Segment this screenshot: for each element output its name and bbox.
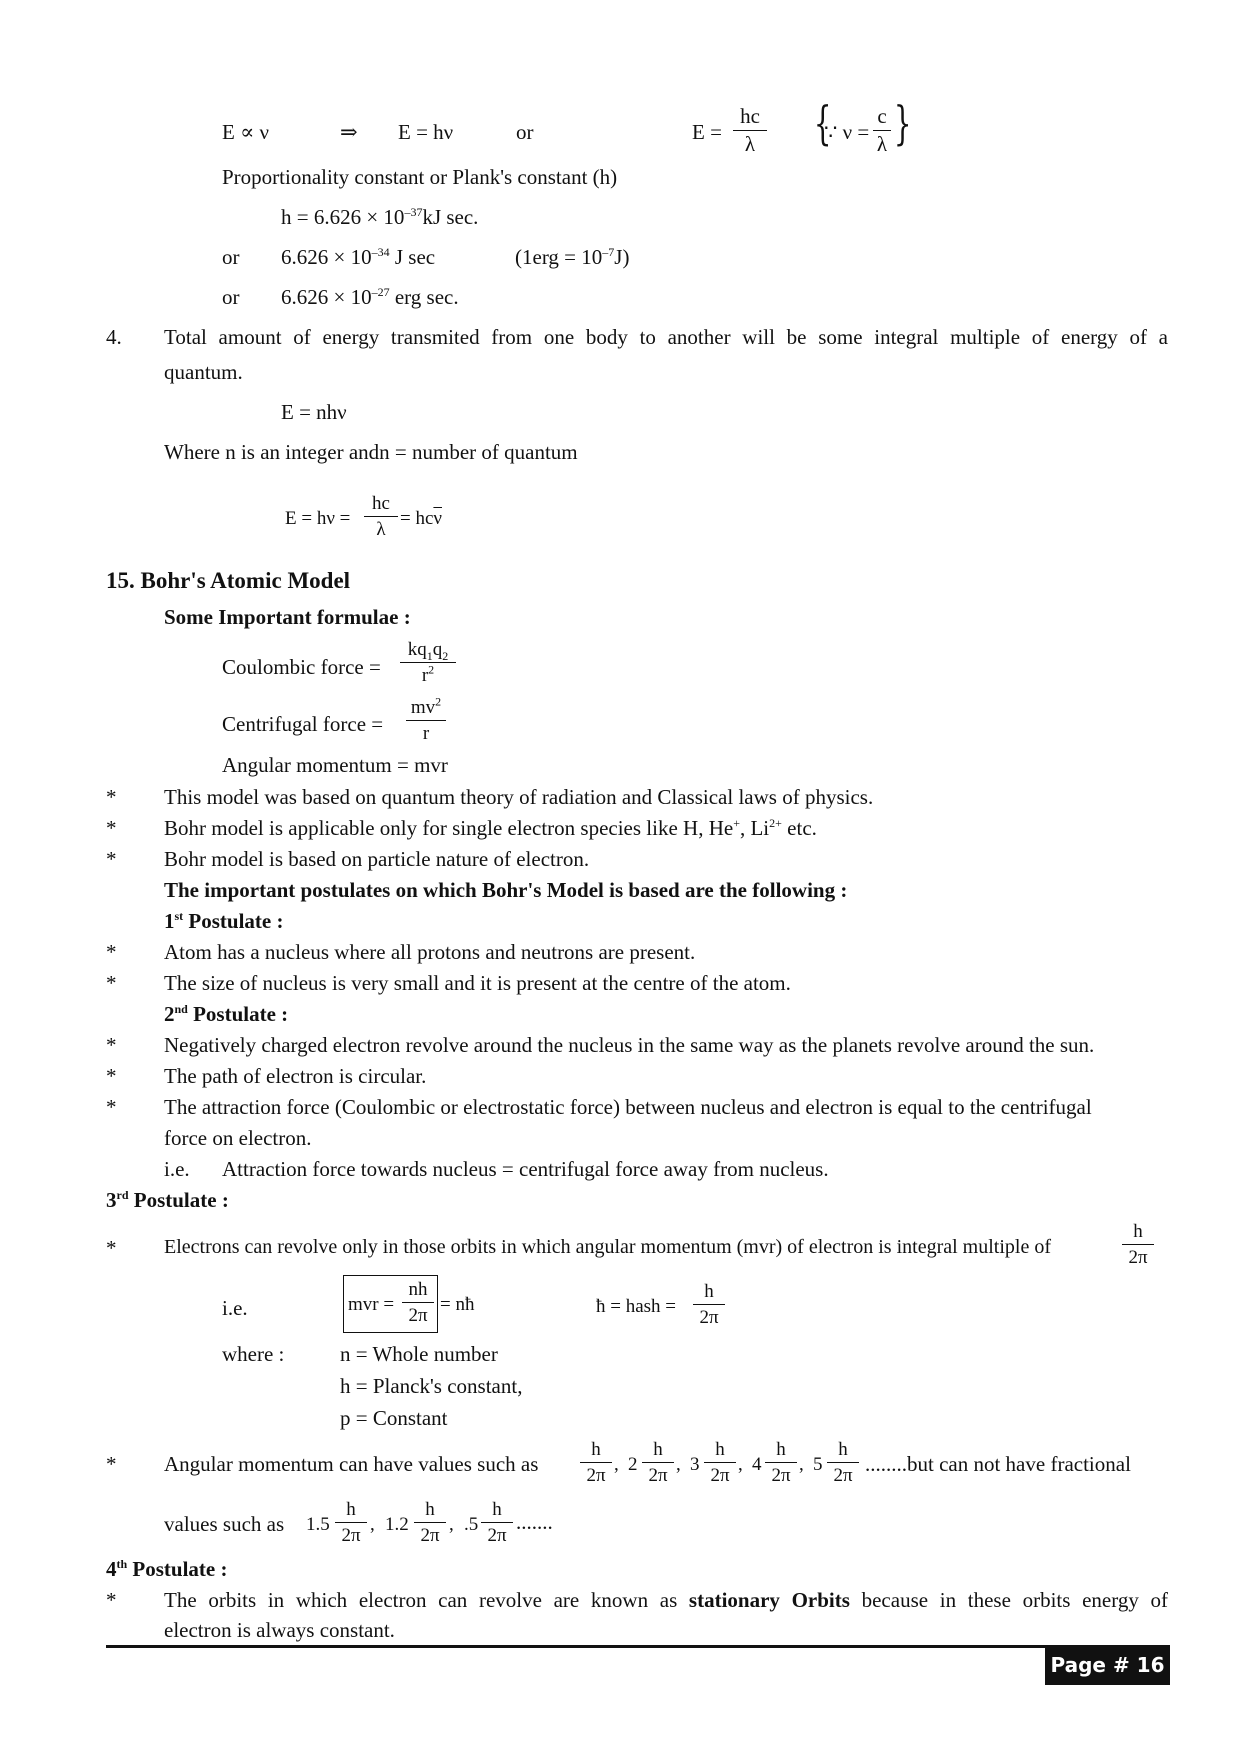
frac-h-2pi: h 2π: [335, 1500, 367, 1545]
frac-h-2pi: h 2π: [704, 1440, 736, 1485]
bullet-text: Negatively charged electron revolve around the nucleus in the same way as the planets revolve around the sun.: [164, 1033, 1095, 1057]
bullet-text: Bohr model is applicable only for single electron species like H, He+, $Li^{2+}$ etc.: [164, 816, 817, 840]
or-text: or: [516, 120, 534, 144]
bullet-mark: *: [106, 785, 117, 809]
frac-hc-lambda: hc λ: [364, 494, 398, 539]
mvr-eq: mvr =: [348, 1294, 395, 1315]
comma: ,: [676, 1454, 681, 1475]
h-kj: $h = 6.626 \times 10^{-37}kJ$ sec.: [281, 205, 479, 229]
implies-arrow: ⇒: [340, 120, 358, 144]
eq-hc-rhs: = $hc\overline{\nu}$: [400, 508, 442, 529]
n-hbar: = nħ: [440, 1294, 475, 1315]
hbar-def: ħ = hash =: [596, 1296, 677, 1317]
angular-momentum: Angular momentum = mvr: [222, 753, 448, 777]
eq-e-eq: E =: [692, 120, 722, 144]
h-erg: $6.626 \times 10^{-27}$ erg sec.: [281, 285, 459, 309]
or-text: or: [222, 245, 240, 269]
ie-label: i.e.: [164, 1157, 190, 1181]
frac-h-2pi: h 2π: [1122, 1222, 1154, 1267]
bullet-text: Bohr model is based on particle nature of electron.: [164, 847, 590, 871]
frac-h-2pi: h 2π: [827, 1440, 859, 1485]
frac-h-2pi: h 2π: [414, 1500, 446, 1545]
point-number: 4.: [106, 325, 122, 349]
point4-text-cont: quantum.: [164, 360, 243, 384]
brace-right: }: [893, 96, 912, 150]
section-title: 15. Bohr's Atomic Model: [106, 568, 351, 593]
where-item: n = Whole number: [340, 1342, 498, 1366]
erg-note: $(1erg = 10^{-7}J)$: [515, 245, 630, 269]
brace-left: {: [813, 96, 832, 150]
where-item: h = Planck's constant,: [340, 1374, 523, 1398]
bullet-mark: *: [106, 1033, 117, 1057]
ie-text: Attraction force towards nucleus = centrifugal force away from nucleus.: [222, 1157, 829, 1181]
frac-centrifugal: $mv^2$ r: [406, 698, 446, 743]
centrifugal-label: Centrifugal force =: [222, 712, 384, 736]
where-item: p = Constant: [340, 1406, 448, 1430]
fractional-text: values such as: [164, 1512, 285, 1536]
frac-h-2pi: h 2π: [481, 1500, 513, 1545]
bullet-mark: *: [106, 1452, 117, 1476]
bullet-text: The path of electron is circular.: [164, 1064, 427, 1088]
postulate-3-heading: 3rd Postulate :: [106, 1188, 229, 1212]
coeff: .5: [464, 1514, 479, 1535]
bullet-mark: *: [106, 1064, 117, 1088]
bullet-tail: ........but can not have fractional: [865, 1452, 1131, 1476]
bullet-text: The orbits in which electron can revolve are known as stationary Orbits because in these orbits energy of: [164, 1588, 1169, 1612]
bullet-text-cont: electron is always constant.: [164, 1618, 395, 1642]
ellipsis: .......: [516, 1510, 553, 1534]
or-text: or: [222, 285, 240, 309]
bullet-text: This model was based on quantum theory of radiation and Classical laws of physics.: [164, 785, 874, 809]
planck-heading: Proportionality constant or Plank's constant (h): [222, 165, 618, 189]
bullet-mark: *: [106, 940, 117, 964]
formulae-heading: Some Important formulae :: [164, 605, 411, 629]
coeff: 1.5: [306, 1514, 330, 1535]
coeff: 3: [690, 1454, 700, 1475]
bullet-text: The attraction force (Coulombic or electrostatic force) between nucleus and electron is equal to the centrifugal: [164, 1095, 1092, 1119]
bullet-text: Electrons can revolve only in those orbits in which angular momentum (mvr) of electron is integral multiple of: [164, 1236, 1051, 1258]
postulates-intro: The important postulates on which Bohr's Model is based are the following :: [164, 878, 848, 902]
page-number: Page # 16: [1045, 1645, 1170, 1685]
frac-nh-2pi: nh 2π: [402, 1280, 434, 1325]
eq-hc-lhs: E = hν =: [285, 508, 351, 529]
frac-c-lambda: c λ: [873, 106, 891, 155]
bullet-mark: *: [106, 1236, 117, 1260]
coeff: 5: [813, 1454, 823, 1475]
postulate-1-heading: 1st Postulate :: [164, 909, 284, 933]
footer-rule: [106, 1645, 1168, 1648]
frac-h-2pi: h 2π: [642, 1440, 674, 1485]
bullet-mark: *: [106, 1095, 117, 1119]
frac-h-2pi: h 2π: [693, 1282, 725, 1327]
bullet-mark: *: [106, 816, 117, 840]
formula-e-nhv: E = nhν: [281, 400, 347, 424]
coulomb-label: Coulombic force =: [222, 655, 381, 679]
bullet-mark: *: [106, 847, 117, 871]
comma: ,: [614, 1454, 619, 1475]
frac-coulomb: $kq_1q_2$ $r^2$: [400, 640, 456, 685]
coeff: 1.2: [385, 1514, 409, 1535]
ie-label: i.e.: [222, 1296, 248, 1320]
frac-h-2pi: h 2π: [765, 1440, 797, 1485]
bullet-mark: *: [106, 1588, 117, 1612]
bullet-text: Angular momentum can have values such as: [164, 1452, 539, 1476]
bullet-text: The size of nucleus is very small and it is present at the centre of the atom.: [164, 971, 791, 995]
since-nu: ∵ ν =: [824, 120, 870, 144]
postulate-4-heading: 4th Postulate :: [106, 1557, 228, 1581]
comma: ,: [799, 1454, 804, 1475]
comma: ,: [370, 1514, 375, 1535]
h-joule: $6.626 \times 10^{-34}$ J sec: [281, 245, 436, 269]
coeff: 4: [752, 1454, 762, 1475]
where-label: where :: [222, 1342, 285, 1366]
frac-h-2pi: h 2π: [580, 1440, 612, 1485]
bullet-text: Atom has a nucleus where all protons and neutrons are present.: [164, 940, 696, 964]
coeff: 2: [628, 1454, 638, 1475]
frac-hc-lambda: hc λ: [733, 106, 767, 155]
where-text: Where n is an integer andn = number of quantum: [164, 440, 578, 464]
eq-e-hv: E = hν: [398, 120, 454, 144]
comma: ,: [449, 1514, 454, 1535]
eq-e-prop-nu: E ∝ ν: [222, 120, 270, 144]
postulate-2-heading: 2nd Postulate :: [164, 1002, 289, 1026]
point4-text: Total amount of energy transmited from one body to another will be some integral multiple of energy of a: [164, 325, 1168, 349]
bullet-mark: *: [106, 971, 117, 995]
bullet-text-cont: force on electron.: [164, 1126, 312, 1150]
comma: ,: [738, 1454, 743, 1475]
